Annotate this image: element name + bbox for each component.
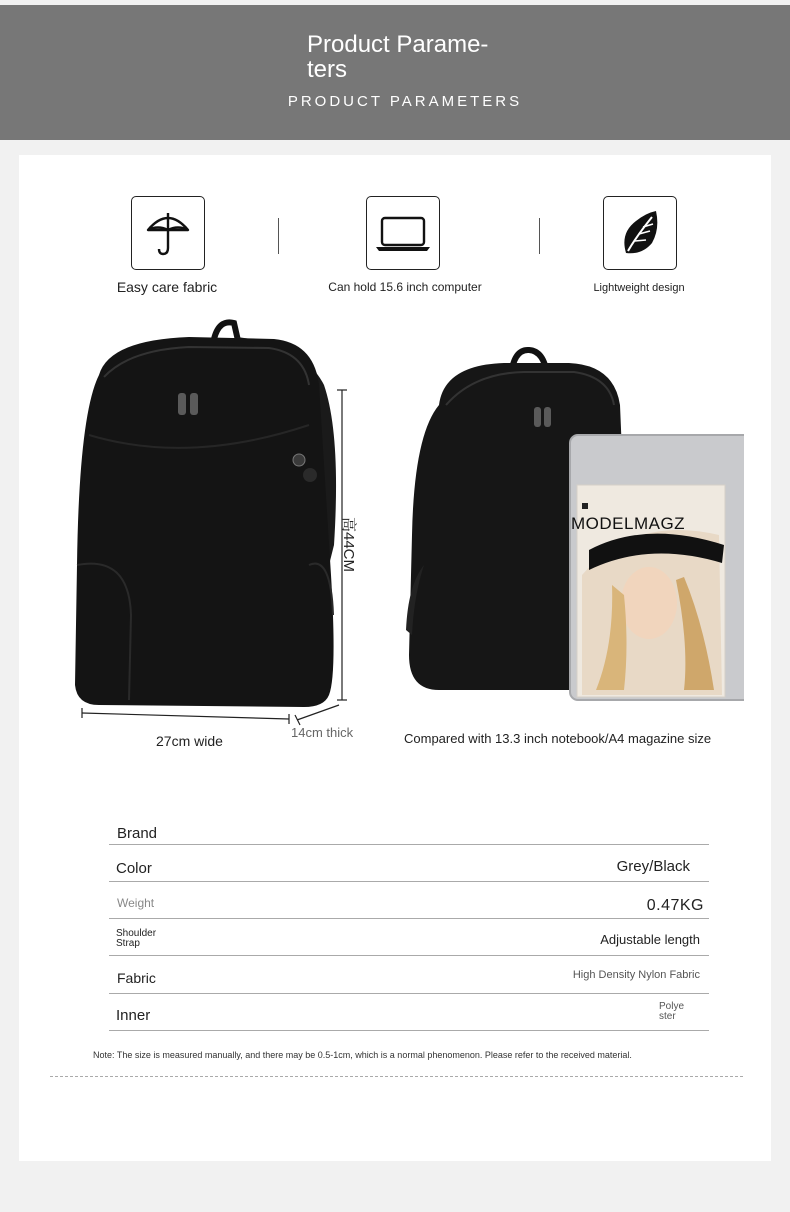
leaf-icon [618,207,662,259]
backpack-comparison-photo [384,345,744,705]
spec-label: Color [116,860,152,877]
spec-label: Inner [116,1007,151,1024]
backpack-side-photo [69,315,369,735]
page-subtitle: PRODUCT PARAMETERS [287,93,523,110]
feature-laptop [366,196,440,270]
spec-value: High Density Nylon Fabric [572,969,700,981]
feature-divider [278,218,279,254]
spec-row-color [109,845,709,882]
page-title [307,32,517,82]
feature-divider [539,218,540,254]
umbrella-icon [145,208,191,258]
laptop-icon [374,211,432,255]
feature-label-laptop: Can hold 15.6 inch computer [328,280,482,294]
spec-row-inner [109,994,709,1031]
spec-value: Grey/Black [616,858,690,875]
spec-label: Fabric [117,970,156,986]
spec-row-fabric [109,956,709,994]
feature-easy-care [131,196,205,270]
size-note: Note: The size is measured manually, and there may be 0.5-1cm, which is a normal phenomenon. Please refer to the received material. [93,1050,632,1060]
feature-label-lightweight: Lightweight design [593,282,685,294]
feature-lightweight [603,196,677,270]
height-dimension-label: 高44CM [340,517,357,573]
spec-value: 0.47KG [646,897,704,914]
spec-row-brand [109,815,709,845]
thickness-dimension-label: 14cm thick [291,725,354,740]
spec-row-shoulder-strap [109,919,709,956]
spec-label: Brand [117,825,158,842]
spec-value: Polyester [659,1001,685,1022]
feature-label-easy-care: Easy care fabric [116,279,218,295]
spec-row-weight [109,882,709,919]
dashed-divider [50,1076,743,1077]
magazine-title: MODELMAGZ [571,514,686,533]
page-title-line2: ters [307,56,348,83]
comparison-caption: Compared with 13.3 inch notebook/A4 magazine size [404,731,712,746]
page-header [0,5,790,140]
spec-label: Weight [117,896,155,910]
width-dimension-label: 27cm wide [156,733,223,749]
spec-label: Shoulder Strap [116,928,157,949]
content-panel [19,155,771,1161]
page-title-line1: Product Parame- [307,31,489,58]
spec-value: Adjustable length [600,932,700,947]
